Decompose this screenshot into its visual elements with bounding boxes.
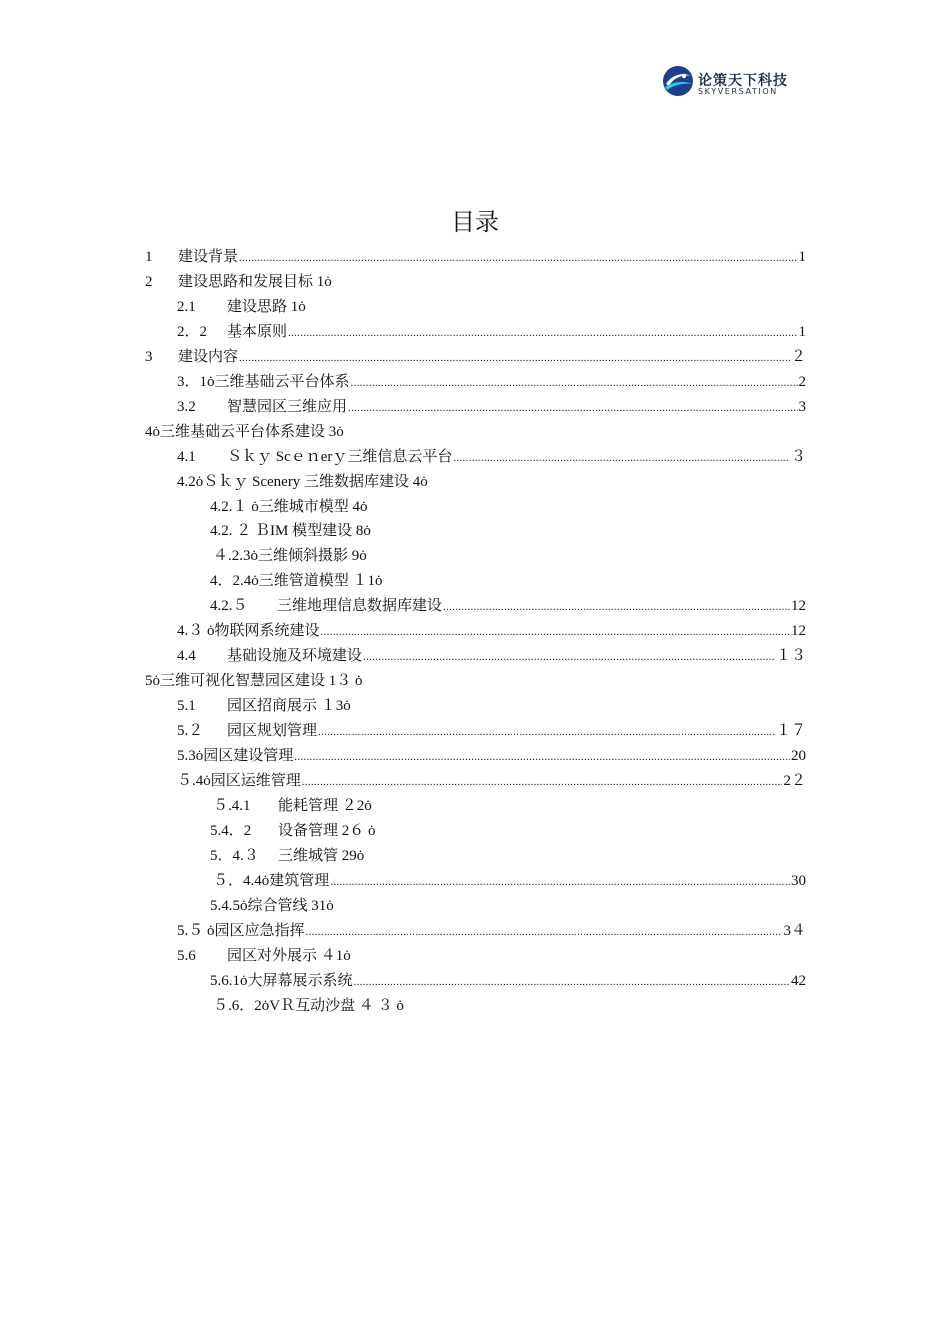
toc-entry-number: 4.4 bbox=[177, 648, 196, 665]
toc-leader-dots bbox=[321, 620, 790, 645]
toc-entry[interactable] bbox=[213, 994, 404, 1019]
toc-title: 目录 bbox=[451, 210, 499, 236]
toc-entry[interactable] bbox=[213, 869, 806, 894]
toc-entry-title: ４.2.3ȯ三维倾斜摄影 9ȯ bbox=[213, 548, 367, 565]
logo-chinese-name: 论策天下科技 bbox=[698, 73, 788, 89]
toc-entry-page: 1 bbox=[798, 249, 806, 265]
toc-entry-page: ２ bbox=[790, 348, 806, 365]
toc-leader-dots bbox=[302, 770, 783, 795]
toc-entry[interactable] bbox=[210, 519, 371, 544]
toc-entry[interactable] bbox=[210, 495, 368, 520]
toc-entry-title: 5.５ ȯ园区应急指挥 bbox=[177, 922, 305, 939]
toc-leader-dots bbox=[330, 870, 790, 895]
toc-entry-page: 42 bbox=[791, 972, 806, 989]
toc-entry-title: 三维城管 29ȯ bbox=[278, 847, 365, 864]
toc-entry-number: ５.4.1 bbox=[213, 797, 251, 814]
toc-entry[interactable] bbox=[177, 694, 351, 719]
toc-entry-title: ５.4ȯ园区运维管理 bbox=[177, 772, 301, 789]
toc-entry-number: 3.2 bbox=[177, 398, 196, 415]
toc-entry[interactable] bbox=[177, 470, 428, 495]
toc-leader-dots bbox=[348, 396, 797, 421]
toc-entry-title: 智慧园区三维应用 bbox=[227, 398, 348, 415]
toc-entry-title: 5ȯ三维可视化智慧园区建设 1３ ȯ bbox=[145, 673, 363, 690]
toc-entry-title: 4.2.１ ȯ三维城市模型 4ȯ bbox=[210, 498, 368, 515]
toc-entry-page: 3 bbox=[798, 398, 806, 415]
toc-leader-dots bbox=[294, 745, 790, 770]
toc-entry-page: １７ bbox=[775, 723, 806, 740]
toc-entry[interactable] bbox=[145, 270, 332, 295]
toc-entry[interactable] bbox=[145, 345, 806, 370]
toc-entry-title: 园区对外展示 ４1ȯ bbox=[227, 947, 351, 964]
toc-entry[interactable] bbox=[177, 744, 806, 769]
toc-entry-number: 4.2.５ bbox=[210, 598, 248, 615]
toc-entry[interactable] bbox=[145, 420, 344, 445]
toc-entry-title: 园区规划管理 bbox=[227, 723, 318, 740]
toc-entry-page: 20 bbox=[791, 748, 806, 764]
toc-leader-dots bbox=[453, 446, 790, 471]
toc-entry-number: 5.２ bbox=[177, 723, 204, 740]
toc-entry-page: １３ bbox=[775, 648, 806, 665]
toc-entry-title: 5.3ȯ园区建设管理 bbox=[177, 748, 294, 764]
toc-entry[interactable] bbox=[145, 669, 363, 694]
toc-entry-title: 设备管理 2６ ȯ bbox=[278, 822, 376, 839]
toc-entry-page: 30 bbox=[791, 872, 806, 889]
toc-entry-title: 5.4.5ȯ综合管线 31ȯ bbox=[210, 897, 334, 914]
toc-entry-title: 4ȯ三维基础云平台体系建设 3ȯ bbox=[145, 423, 344, 440]
logo-english-name: SKYVERSATION bbox=[698, 87, 778, 96]
toc-entry[interactable] bbox=[210, 569, 383, 594]
toc-entry[interactable] bbox=[177, 395, 806, 420]
toc-entry-title: 基础设施及环境建设 bbox=[227, 648, 363, 665]
toc-entry[interactable] bbox=[177, 944, 351, 969]
toc-entry-title: 3．1ȯ三维基础云平台体系 bbox=[177, 373, 350, 390]
toc-entry-number: 5．4.３ bbox=[210, 847, 259, 864]
toc-entry[interactable] bbox=[177, 320, 806, 345]
toc-entry[interactable] bbox=[210, 894, 334, 919]
toc-entry-title: 能耗管理 ２2ȯ bbox=[278, 797, 372, 814]
toc-leader-dots bbox=[351, 371, 798, 396]
toc-entry-title: 4．2.4ȯ三维管道模型 １1ȯ bbox=[210, 573, 383, 590]
toc-entry-page: ３ bbox=[790, 448, 806, 465]
toc-entry[interactable] bbox=[210, 594, 806, 619]
toc-entry-number: 5.1 bbox=[177, 698, 196, 715]
toc-entry[interactable] bbox=[177, 719, 806, 744]
toc-entry[interactable] bbox=[177, 619, 806, 644]
toc-entry-page: 2２ bbox=[783, 772, 806, 789]
toc-entry-title: 建设思路 1ȯ bbox=[227, 298, 306, 315]
toc-entry-page: 3４ bbox=[783, 922, 806, 939]
toc-entry-number: 2．2 bbox=[177, 323, 208, 340]
toc-entry-number: 1 bbox=[145, 249, 153, 265]
toc-entry-page: 1 bbox=[798, 323, 806, 340]
toc-entry[interactable] bbox=[177, 769, 806, 794]
toc-entry-page: 2 bbox=[798, 373, 806, 390]
toc-entry[interactable] bbox=[177, 644, 806, 669]
toc-entry-title: 建设内容 bbox=[178, 348, 239, 365]
toc-entry-number: 5.6 bbox=[177, 947, 196, 964]
toc-entry-title: 4.2. ２ ＢIM 模型建设 8ȯ bbox=[210, 523, 371, 540]
toc-leader-dots bbox=[306, 920, 783, 945]
toc-entry-title: 三维地理信息数据库建设 bbox=[277, 598, 443, 615]
toc-entry-title: 建设思路和发展目标 1ȯ bbox=[178, 273, 332, 290]
toc-entry[interactable] bbox=[177, 919, 806, 944]
toc-entry-title: 建设背景 bbox=[178, 249, 239, 265]
toc-entry-title: 5.6.1ȯ大屏幕展示系统 bbox=[210, 972, 353, 989]
toc-leader-dots bbox=[239, 346, 790, 371]
toc-entry-title: 4.2ȯＳｋｙ Scenery 三维数据库建设 4ȯ bbox=[177, 473, 428, 490]
toc-entry-title: Ｓｋｙ Scｅｎerｙ三维信息云平台 bbox=[227, 448, 453, 465]
toc-leader-dots bbox=[288, 321, 797, 346]
toc-leader-dots bbox=[354, 970, 790, 995]
toc-leader-dots bbox=[363, 645, 775, 670]
toc-entry[interactable] bbox=[177, 370, 806, 395]
toc-entry[interactable] bbox=[177, 445, 806, 470]
toc-entry-page: 12 bbox=[791, 598, 806, 615]
toc-entry-title: ５．4.4ȯ建筑管理 bbox=[213, 872, 330, 889]
toc-entry[interactable] bbox=[210, 819, 376, 844]
toc-entry[interactable] bbox=[210, 844, 364, 869]
toc-entry-title: 园区招商展示 １3ȯ bbox=[227, 698, 351, 715]
toc-entry[interactable] bbox=[213, 794, 372, 819]
toc-leader-dots bbox=[239, 246, 797, 271]
toc-entry-number: 5.4．2 bbox=[210, 822, 252, 839]
toc-entry[interactable] bbox=[210, 969, 806, 994]
toc-entry[interactable] bbox=[177, 295, 306, 320]
toc-leader-dots bbox=[443, 595, 790, 620]
toc-entry-number: 3 bbox=[145, 348, 153, 365]
toc-entry[interactable] bbox=[213, 544, 367, 569]
toc-entry-number: 2.1 bbox=[177, 298, 196, 315]
toc-entry-title: ５.6．2ȯVＲ互动沙盘 ４ ３ ȯ bbox=[213, 997, 404, 1014]
toc-entry-page: 12 bbox=[791, 623, 806, 640]
toc-leader-dots bbox=[318, 720, 775, 745]
toc-entry[interactable] bbox=[145, 245, 806, 270]
toc-entry-title: 4.３ ȯ物联网系统建设 bbox=[177, 623, 320, 640]
toc-entry-number: 4.1 bbox=[177, 448, 196, 465]
toc-entry-title: 基本原则 bbox=[227, 323, 288, 340]
toc-entry-number: 2 bbox=[145, 273, 153, 290]
